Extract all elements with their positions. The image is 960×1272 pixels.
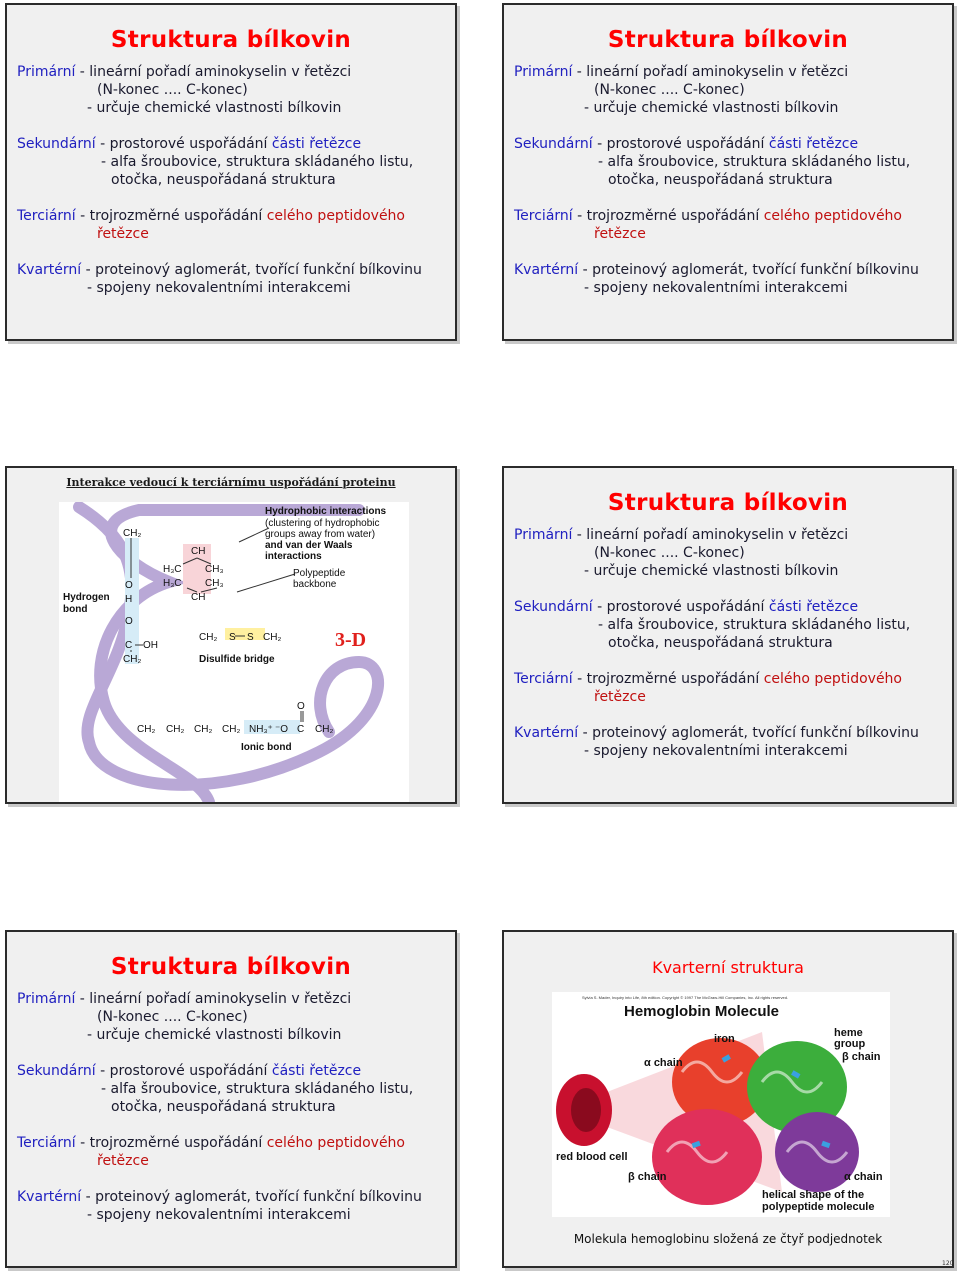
primary-paragraph: Primární - lineární pořadí aminokyselin v řetězci (N-konec .... C-konec) - určuje chemické vlastnosti bílkovin [17, 64, 352, 116]
svg-text:CH₂: CH₂ [137, 724, 156, 735]
svg-text:⁻O: ⁻O [275, 724, 289, 735]
label-3d: 3-D [335, 629, 367, 651]
svg-text:backbone: backbone [293, 579, 337, 590]
svg-text:CH₂: CH₂ [123, 654, 142, 665]
slide-structure-3 [502, 466, 954, 804]
slide-structure-4 [5, 930, 457, 1268]
svg-text:O: O [297, 701, 305, 712]
svg-text:S: S [247, 632, 254, 643]
svg-text:CH₂: CH₂ [199, 632, 218, 643]
slide-body: Primární - lineární pořadí aminokyselin v řetězci (N-konec .... C-konec) - určuje chemické vlastnosti bílkovin Sekundární - prostorové uspořádání části řetězce - alfa šroubovice, struktura skládaného listu, otočka, neuspořádaná struktura Terciární - trojrozměrné uspořádání celého peptidového řetězce Kvartérní - proteinový aglomerát, tvořící funkční bílkovinu - spojeny nekovalentními interakcemi [17, 991, 422, 1223]
label-helical-shape: helical shape of the [762, 1189, 865, 1201]
slide-title: Struktura bílkovin [110, 27, 352, 53]
svg-text:CH₂: CH₂ [315, 724, 334, 735]
label-red-blood-cell: red blood cell [556, 1151, 628, 1163]
label-hydrogen-bond: Hydrogen [63, 592, 110, 603]
primary-paragraph: Primární - lineární pořadí aminokyselin v řetězci (N-konec .... C-konec) - určuje chemické vlastnosti bílkovin [514, 64, 849, 116]
svg-text:polypeptide molecule: polypeptide molecule [762, 1201, 875, 1213]
svg-text:CH₂: CH₂ [194, 724, 213, 735]
label-beta-chain-left: β chain [628, 1171, 667, 1183]
slide-quaternary-structure [502, 930, 954, 1268]
interactions-diagram [59, 502, 409, 804]
label-hydrophobic: Hydrophobic interactions [265, 506, 387, 517]
svg-text:CH₃: CH₃ [205, 564, 224, 575]
slide-title: Struktura bílkovin [607, 27, 849, 53]
figure-caption: Molekula hemoglobinu složená ze čtyř podjednotek [573, 1232, 883, 1246]
svg-text:(clustering of hydrophobic: (clustering of hydrophobic [265, 518, 380, 529]
slide-title: Struktura bílkovin [110, 954, 352, 980]
label-ionic: Ionic bond [241, 742, 292, 753]
term-primary: Primární [17, 64, 76, 80]
svg-text:CH₂: CH₂ [123, 528, 142, 539]
slide-body: Primární - lineární pořadí aminokyselin v řetězci (N-konec .... C-konec) - určuje chemické vlastnosti bílkovin Sekundární - prostorové uspořádání části řetězce - alfa šroubovice, struktura skládaného listu, otočka, neuspořádaná struktura Terciární - trojrozměrné uspořádání celého peptidového řetězce Kvartérní - proteinový aglomerát, tvořící funkční bílkovinu - spojeny nekovalentními interakcemi [514, 527, 919, 759]
label-beta-chain-right: β chain [842, 1051, 881, 1063]
image-credit: Sylvia S. Mader, Inquiry into Life, 8th edition. Copyright © 1997 The McGraw-Hill Companies, Inc. All rights reserved. [582, 995, 789, 1000]
slide-tertiary-interactions [5, 466, 457, 804]
svg-text:C: C [297, 724, 305, 735]
svg-text:O: O [125, 616, 133, 627]
slide-structure-2 [502, 3, 954, 341]
svg-text:S: S [229, 632, 236, 643]
svg-text:groups away from water): groups away from water) [265, 529, 376, 540]
page-number: 120 [942, 1260, 954, 1267]
image-title: Hemoglobin Molecule [624, 1003, 780, 1020]
label-heme-group: heme [834, 1027, 863, 1039]
tertiary-paragraph: Terciární - trojrozměrné uspořádání celého peptidového řetězce [514, 208, 902, 242]
label-alpha-chain-left: α chain [644, 1057, 683, 1069]
svg-text:O: O [125, 580, 133, 591]
label-alpha-chain-right: α chain [844, 1171, 883, 1183]
svg-text:H: H [125, 594, 133, 605]
svg-text:group: group [834, 1038, 866, 1050]
svg-text:CH: CH [191, 592, 206, 603]
svg-text:OH: OH [143, 640, 158, 651]
svg-text:CH₂: CH₂ [222, 724, 241, 735]
svg-text:and van der Waals: and van der Waals [265, 540, 353, 551]
secondary-paragraph: Sekundární - prostorové uspořádání části řetězce - alfa šroubovice, struktura skládaného listu, otočka, neuspořádaná struktura [514, 136, 911, 188]
hemoglobin-figure [552, 992, 890, 1217]
label-polypeptide: Polypeptide [293, 568, 346, 579]
svg-text:H₃C: H₃C [163, 564, 182, 575]
svg-text:CH₃: CH₃ [205, 578, 224, 589]
term-secondary: Sekundární [17, 136, 96, 152]
slide-title: Kvarterní struktura [652, 958, 804, 977]
slide-structure-1 [5, 3, 457, 341]
svg-text:C: C [125, 640, 133, 651]
protein-chain-diagram [59, 502, 409, 804]
svg-text:interactions: interactions [265, 551, 322, 562]
svg-text:bond: bond [63, 604, 88, 615]
beta-chain-left-subunit [652, 1109, 762, 1205]
quaternary-paragraph: Kvartérní - proteinový aglomerát, tvořící funkční bílkovinu - spojeny nekovalentními interakcemi [514, 262, 919, 296]
term-tertiary: Terciární [17, 208, 76, 224]
hemoglobin-illustration [552, 992, 890, 1217]
slide-body [7, 63, 455, 297]
slide-body [504, 63, 952, 297]
term-quaternary: Kvartérní [17, 262, 82, 278]
svg-text:CH₂: CH₂ [263, 632, 282, 643]
svg-text:CH: CH [191, 546, 206, 557]
label-disulfide: Disulfide bridge [199, 654, 275, 665]
svg-text:CH₂: CH₂ [166, 724, 185, 735]
svg-text:NH₃⁺: NH₃⁺ [249, 724, 273, 735]
tertiary-paragraph: Terciární - trojrozměrné uspořádání celého peptidového řetězce [17, 208, 405, 242]
diagram-title: Interakce vedoucí k terciárnímu uspořádání proteinu [66, 476, 396, 489]
svg-text:H₃C: H₃C [163, 578, 182, 589]
slide-title: Struktura bílkovin [607, 490, 849, 516]
secondary-paragraph: Sekundární - prostorové uspořádání části řetězce - alfa šroubovice, struktura skládaného listu, otočka, neuspořádaná struktura [17, 136, 414, 188]
quaternary-paragraph: Kvartérní - proteinový aglomerát, tvořící funkční bílkovinu - spojeny nekovalentními interakcemi [17, 262, 422, 296]
label-iron: iron [714, 1033, 735, 1045]
